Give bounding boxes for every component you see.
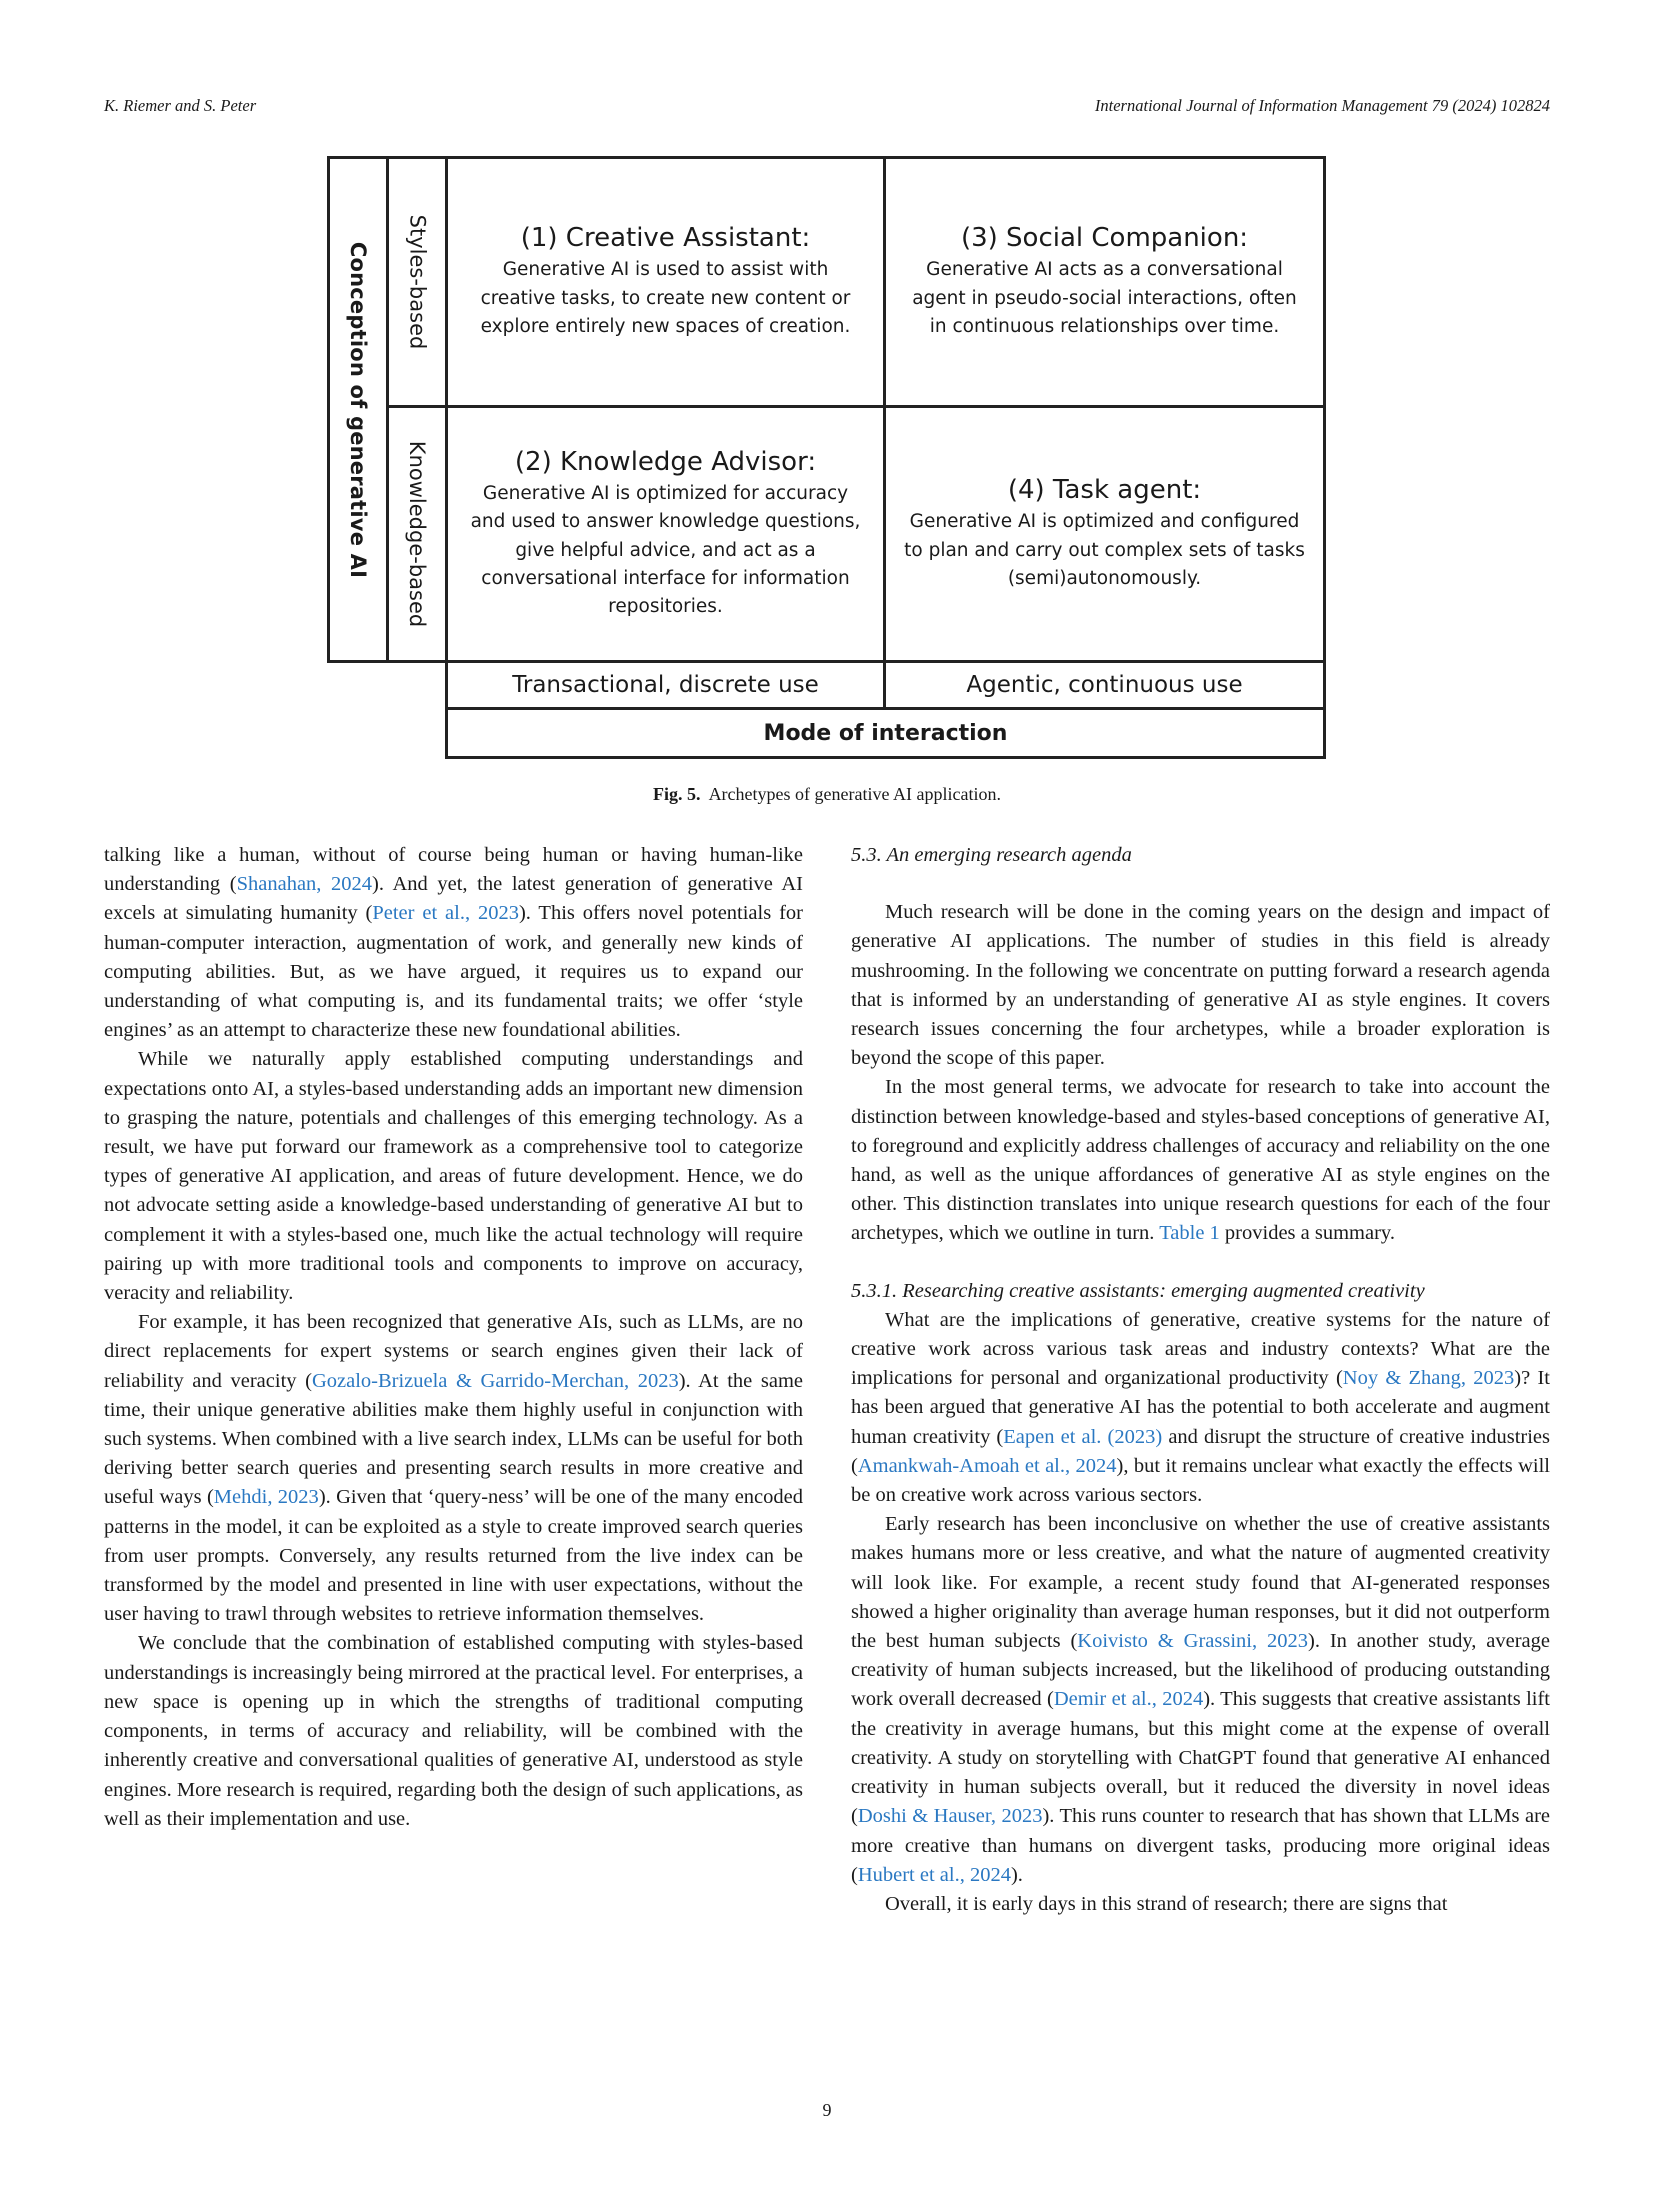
paragraph: While we naturally apply established computing understandings and expectations onto AI, a styles-based understanding adds an important new dimension to grasping the nature, potentials and challenges of this emerging technology. As a result, we have put forward our framework as a comprehensive tool to categorize types of generative AI application, and areas of future development. Hence, we do not advocate setting aside a knowledge-based understanding of generative AI but to complement it with a styles-based one, much like the actual technology will require pairing up with more traditional tools and components to improve on accuracy, veracity and reliability. xyxy=(104,1048,803,1305)
x-axis-label: Mode of interaction xyxy=(445,707,1326,759)
cell-social-companion xyxy=(883,156,1326,408)
row-label-knowledge-box xyxy=(386,405,448,663)
text-run: talking like a human, without of course being human or having human-like understanding ( xyxy=(104,844,803,896)
text-run: ). At the same time, their unique generative abilities make them highly useful in conjunction with such systems. When combined with a live search index, LLMs can be useful for both deriving better search queries and presenting search results in more creative and useful ways ( xyxy=(104,1369,803,1509)
section-heading: 5.3. An emerging research agenda xyxy=(851,844,1132,866)
text-run: and disrupt the structure of creative industries ( xyxy=(851,1425,1551,1477)
cell-description: Generative AI is optimized for accuracy and used to answer knowledge questions, give helpful advice, and act as a conversational interface for information repositories. xyxy=(470,483,861,617)
cell-knowledge-advisor xyxy=(445,405,886,663)
cell-creative-assistant xyxy=(445,156,886,408)
cell-description: Generative AI is used to assist with creative tasks, to create new content or explore entirely new spaces of creation. xyxy=(480,259,851,337)
citation-link[interactable]: Doshi & Hauser, 2023 xyxy=(857,1805,1043,1828)
caption-label: Fig. 5. xyxy=(653,784,701,804)
col-label-transactional: Transactional, discrete use xyxy=(445,660,886,710)
text-run: ). xyxy=(1010,1863,1023,1886)
y-axis-label: Conception of generative AI xyxy=(346,241,371,578)
paragraph xyxy=(104,1308,803,1629)
cell-description: Generative AI is optimized and configured to plan and carry out complex sets of tasks (semi)autonomously. xyxy=(904,511,1305,589)
left-column xyxy=(104,841,803,1834)
text-run: ). This suggests that creative assistants lift the creativity in average humans, but this might come at the expense of overall creativity. A study on storytelling with ChatGPT found that generative AI enhanced creativity in human subjects overall, but it reduced the diversity in novel ideas ( xyxy=(851,1688,1550,1828)
col-label-agentic: Agentic, continuous use xyxy=(883,660,1326,710)
citation-link[interactable]: Mehdi, 2023 xyxy=(213,1486,319,1509)
citation-link[interactable]: Shanahan, 2024 xyxy=(236,873,373,896)
paragraph xyxy=(851,1510,1550,1890)
citation-link[interactable]: Demir et al., 2024 xyxy=(1053,1688,1204,1711)
cell-title: (2) Knowledge Advisor: xyxy=(514,447,817,478)
figure-archetypes xyxy=(325,152,1330,762)
page-number: 9 xyxy=(822,2100,832,2120)
subsection-heading: 5.3.1. Researching creative assistants: emerging augmented creativity xyxy=(851,1279,1425,1302)
running-header-journal: International Journal of Information Management 79 (2024) 102824 xyxy=(1094,96,1550,115)
text-run: For example, it has been recognized that generative AIs, such as LLMs, are no direct replacements for expert systems or search engines given their lack of reliability and veracity ( xyxy=(104,1311,803,1392)
table-link[interactable]: Table 1 xyxy=(1159,1222,1220,1245)
text-run: ). This offers novel potentials for human-computer interaction, augmentation of work, and generally new kinds of computing abilities. But, as we have argued, it requires us to expand our understanding of what computing is, and its fundamental traits; we offer ‘style engines’ as an attempt to characterize these new foundational abilities. xyxy=(104,902,803,1042)
cell-title: (3) Social Companion: xyxy=(960,223,1249,254)
text-run: What are the implications of generative, creative systems for the nature of creative work across various task areas and industry contexts? What are the implications for personal and organizational productivity ( xyxy=(851,1308,1550,1390)
paragraph xyxy=(104,841,803,1045)
paragraph xyxy=(851,1073,1550,1248)
citation-link[interactable]: Koivisto & Grassini, 2023 xyxy=(1077,1630,1308,1653)
citation-link[interactable]: Amankwah-Amoah et al., 2024 xyxy=(857,1454,1117,1477)
citation-link[interactable]: Noy & Zhang, 2023 xyxy=(1342,1367,1515,1390)
figure-caption xyxy=(0,784,1654,805)
paragraph: Much research will be done in the coming years on the design and impact of generative AI applications. The number of studies in this field is already mushrooming. In the following we concentrate on putting forward a research agenda that is informed by an understanding of generative AI as style engines. It covers research issues concerning the four archetypes, while a broader exploration is beyond the scope of this paper. xyxy=(851,901,1550,1070)
citation-link[interactable]: Hubert et al., 2024 xyxy=(857,1863,1011,1886)
text-run: ). Given that ‘query-ness’ will be one of the many encoded patterns in the model, it can be exploited as a style to create improved search queries from user prompts. Conversely, any results returned from the live index can be transformed by the model and presented in line with user expectations, without the user having to trawl through websites to retrieve information themselves. xyxy=(104,1486,803,1626)
text-run: ), but it remains unclear what exactly the effects will be on creative work across various sectors. xyxy=(851,1454,1550,1507)
citation-link[interactable]: Peter et al., 2023 xyxy=(372,902,519,925)
paragraph: Overall, it is early days in this strand of research; there are signs that xyxy=(885,1892,1448,1915)
text-run: provides a summary. xyxy=(1219,1222,1395,1245)
cell-task-agent xyxy=(883,405,1326,663)
text-run: In the most general terms, we advocate for research to take into account the distinction between knowledge-based and styles-based conceptions of generative AI, to foreground and explicitly address challenges of accuracy and reliability on the one hand, as well as the unique affordances of generative AI as style engines on the other. This distinction translates into unique research questions for each of the four archetypes, which we outline in turn. xyxy=(851,1076,1550,1245)
paragraph xyxy=(851,1306,1550,1510)
caption-text: Archetypes of generative AI application. xyxy=(708,784,1001,804)
text-run: Early research has been inconclusive on whether the use of creative assistants makes humans more or less creative, and what the nature of augmented creativity will look like. For example, a recent study found that AI-generated responses showed a higher originality than average human responses, but it did not outperform the best human subjects ( xyxy=(851,1513,1550,1653)
text-run: )? It has been argued that generative AI has the potential to both accelerate and augment human creativity ( xyxy=(851,1367,1551,1448)
running-header-authors: K. Riemer and S. Peter xyxy=(104,96,257,115)
text-run: ). This runs counter to research that has shown that LLMs are more creative than humans on divergent tasks, producing more original ideas ( xyxy=(851,1805,1550,1886)
text-run: ). In another study, average creativity of human subjects increased, but the likelihood of producing outstanding work overall decreased ( xyxy=(851,1630,1550,1711)
row-label-styles-box xyxy=(386,156,448,408)
cell-description: Generative AI acts as a conversational agent in pseudo-social interactions, often in continuous relationships over time. xyxy=(912,259,1297,337)
row-label-styles: Styles-based xyxy=(405,214,429,350)
cell-title: (4) Task agent: xyxy=(1007,475,1202,506)
cell-title: (1) Creative Assistant: xyxy=(520,223,811,254)
y-axis-label-box xyxy=(327,156,389,663)
paragraph: We conclude that the combination of established computing with styles-based understandings is increasingly being mirrored at the practical level. For enterprises, a new space is opening up in which the strengths of traditional computing components, in terms of accuracy and reliability, will be combined with the inherently creative and conversational qualities of generative AI, understood as style engines. More research is required, regarding both the design of such applications, as well as their implementation and use. xyxy=(104,1632,803,1830)
text-run: ). And yet, the latest generation of generative AI excels at simulating humanity ( xyxy=(104,873,803,925)
row-label-knowledge: Knowledge-based xyxy=(405,440,429,628)
citation-link[interactable]: Eapen et al. (2023) xyxy=(1003,1425,1163,1448)
citation-link[interactable]: Gozalo-Brizuela & Garrido-Merchan, 2023 xyxy=(311,1369,679,1392)
right-column xyxy=(851,841,1550,1919)
